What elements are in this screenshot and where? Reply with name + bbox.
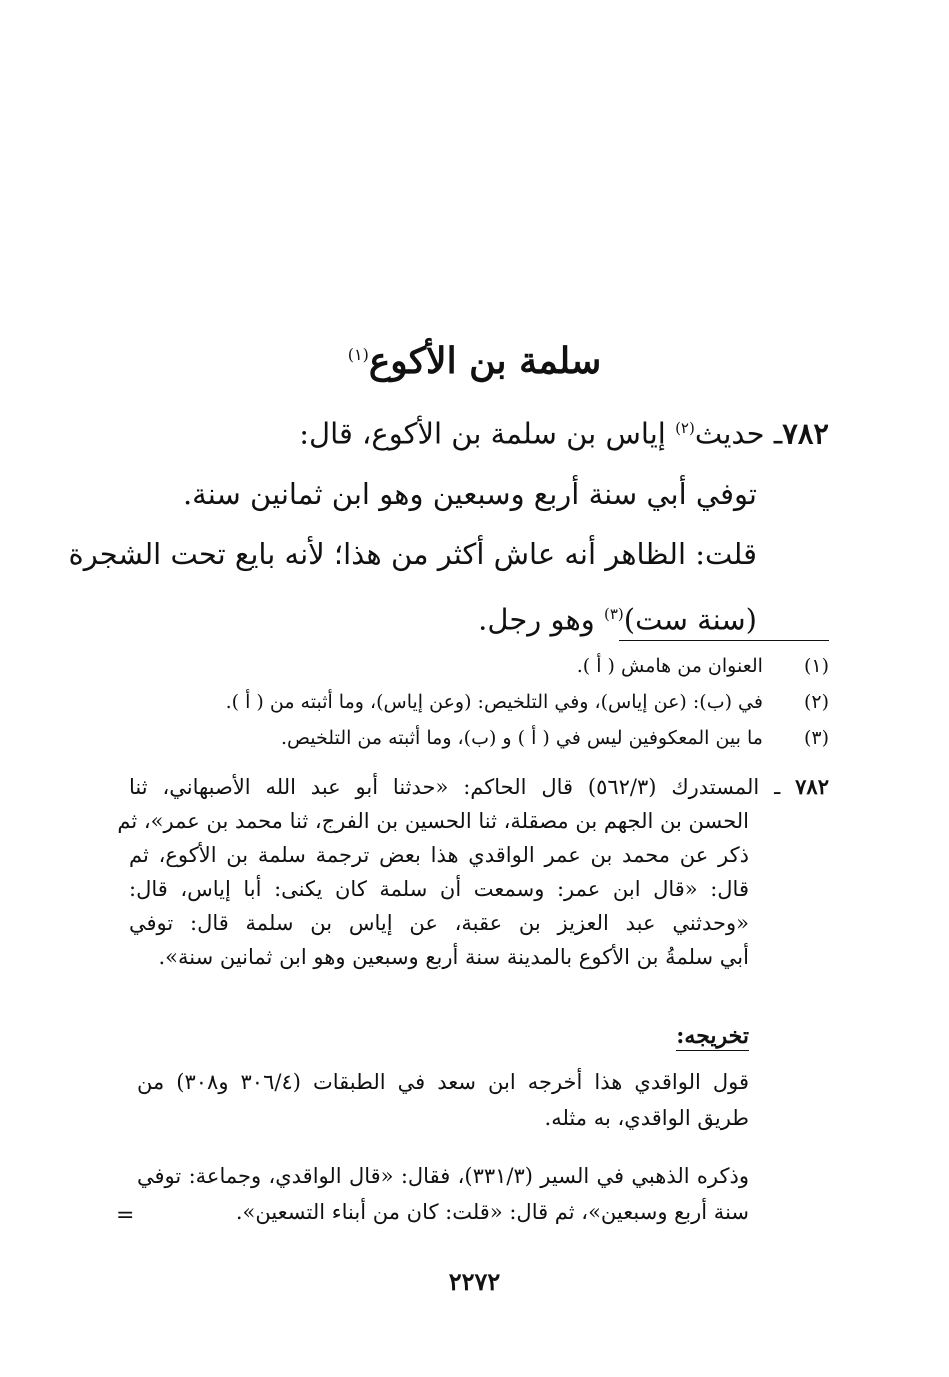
paragraph-2 <box>137 1158 749 1230</box>
hadith-line-3: قلت: الظاهر أنه عاش أكثر من هذا؛ لأنه بايع تحت الشجرة <box>68 536 757 571</box>
footnote-3 <box>129 722 829 754</box>
takhrij-line-1-text: ـ المستدرك (٥٦٢/٣) قال الحاكم: «حدثنا أبو عبد الله الأصبهاني، ثنا <box>129 775 781 799</box>
page-number: ٢٢٧٢ <box>448 1267 501 1296</box>
paragraph-1-line-2: طريق الواقدي، به مثله. <box>544 1106 749 1130</box>
footnote-1 <box>129 650 829 682</box>
hadith-line-1-rest: إياس بن سلمة بن الأكوع، قال: <box>299 416 676 451</box>
footnote-1-number: (١) <box>803 655 829 677</box>
title-footnote-ref: (١) <box>347 345 369 364</box>
takhrij-heading <box>676 1023 749 1049</box>
hadith-footnote-ref-3: (٣) <box>604 604 624 623</box>
takhrij-number: ٧٨٢ <box>795 774 829 799</box>
footnote-1-text: العنوان من هامش ( أ ). <box>576 655 763 677</box>
paragraph-1-line-1: قول الواقدي هذا أخرجه ابن سعد في الطبقات (٣٠٦/٤ و٣٠٨) من <box>137 1070 749 1094</box>
takhrij-line-6: أبي سلمةُ بن الأكوع بالمدينة سنة أربع وسبعين وهو ابن ثمانين سنة». <box>158 945 749 969</box>
takhrij-line-4: قال: «قال ابن عمر: وسمعت أن سلمة كان يكنى: أبا إياس، قال: <box>129 877 749 901</box>
footnote-3-number: (٣) <box>803 727 829 749</box>
takhrij-line-1 <box>129 770 829 804</box>
footnote-2 <box>129 686 829 718</box>
takhrij-entry <box>117 770 829 974</box>
takhrij-line-5: «وحدثني عبد العزيز بن عقبة، عن إياس بن سلمة قال: توفي <box>129 911 749 935</box>
takhrij-line-3: ذكر عن محمد بن عمر الواقدي هذا بعض ترجمة سلمة بن الأكوع، ثم <box>129 843 749 867</box>
paragraph-1 <box>137 1064 749 1136</box>
paragraph-2-line-1: وذكره الذهبي في السير (٣٣١/٣)، فقال: «قال الواقدي، وجماعة: توفي <box>137 1164 749 1188</box>
hadith-line-4-a: (سنة ست) <box>623 602 757 637</box>
takhrij-line-2: الحسن بن الجهم بن مصقلة، ثنا الحسين بن الفرج، ثنا محمد بن عمر»، ثم <box>117 809 749 833</box>
footnote-3-text: ما بين المعكوفين ليس في ( أ ) و (ب)، وما أثبته من التلخيص. <box>280 727 763 749</box>
hadith-line-2: توفي أبي سنة أربع وسبعين وهو ابن ثمانين سنة. <box>182 476 757 511</box>
hadith-prefix: ـ حديث <box>694 416 783 451</box>
hadith-line-1 <box>129 398 829 464</box>
title-text: سلمة بن الأكوع <box>368 340 602 382</box>
continuation-mark: = <box>116 1203 135 1228</box>
footnote-2-text: في (ب): (عن إياس)، وفي التلخيص: (وعن إياس)، وما أثبته من ( أ ). <box>225 691 763 713</box>
footnote-2-number: (٢) <box>803 691 829 713</box>
footnote-divider <box>619 640 829 641</box>
paragraph-2-line-2: سنة أربع وسبعين»، ثم قال: «قلت: كان من أبناء التسعين». <box>235 1200 749 1224</box>
takhrij-heading-text: تخريجه: <box>676 1023 749 1049</box>
hadith-number: ٧٨٢ <box>782 416 829 451</box>
page-title <box>0 340 949 382</box>
hadith-block <box>68 398 829 649</box>
hadith-footnote-ref-2: (٢) <box>675 419 695 437</box>
hadith-line-4-b: وهو رجل. <box>478 602 604 637</box>
